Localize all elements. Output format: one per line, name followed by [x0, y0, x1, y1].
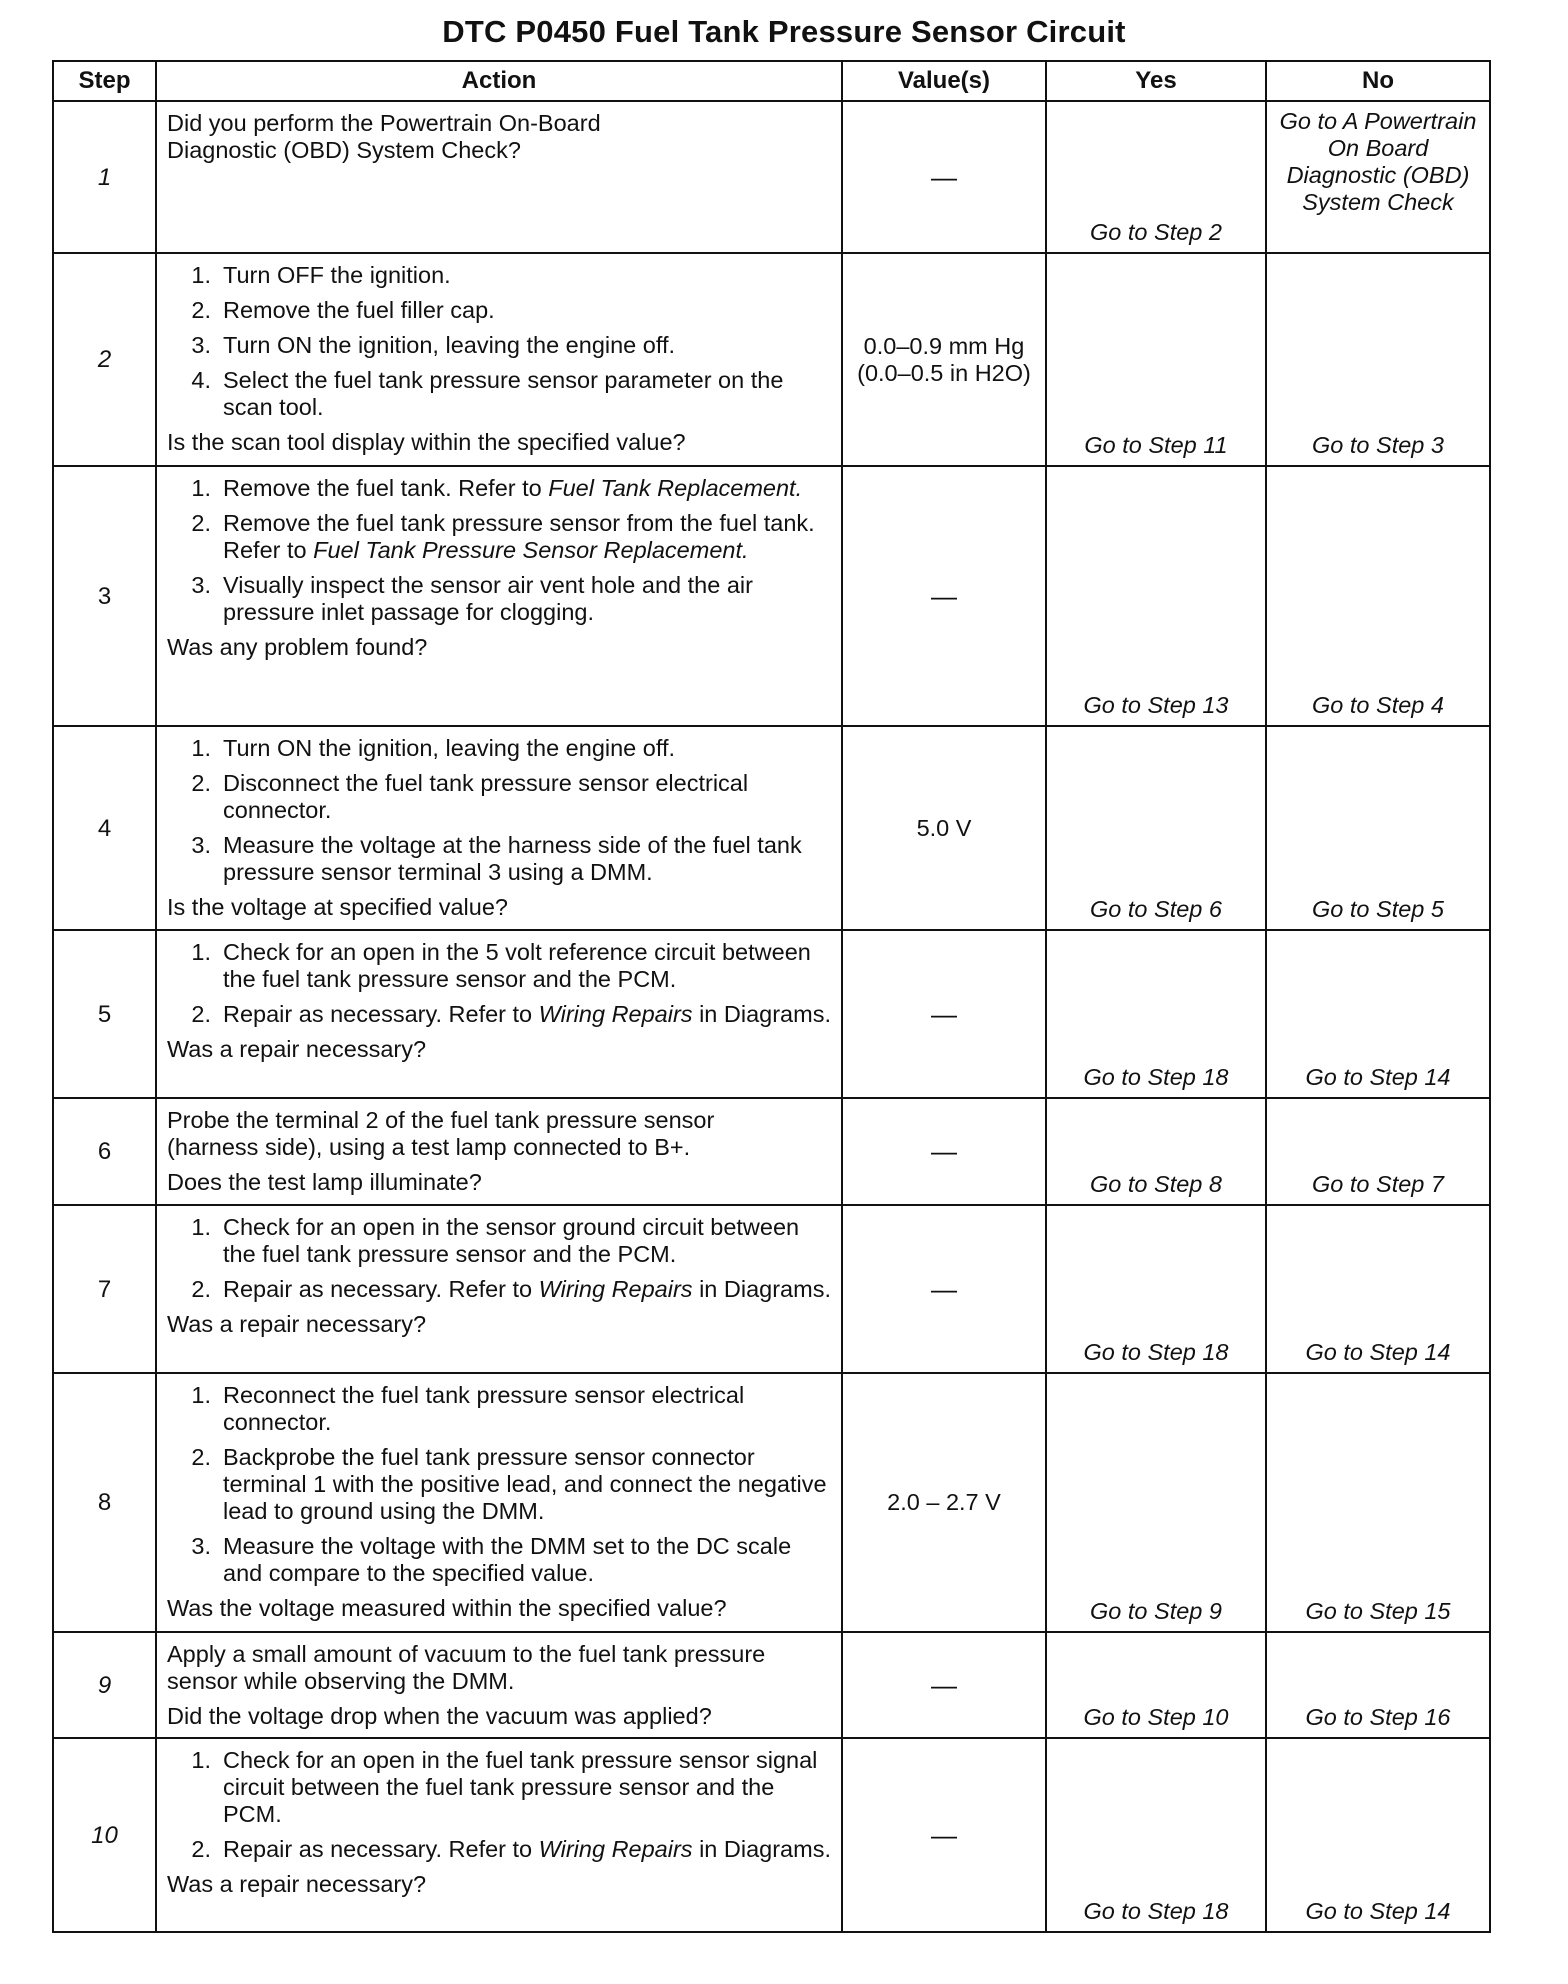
action-step: 2. Repair as necessary. Refer to Wiring Repairs in Diagrams.: [191, 1836, 831, 1862]
action-steps: [167, 475, 831, 626]
action-step: 2. Repair as necessary. Refer to Wiring Repairs in Diagrams.: [191, 1001, 831, 1027]
value-cell: —: [842, 1205, 1046, 1373]
step-number: 3: [53, 466, 156, 726]
action-step: 1. Remove the fuel tank. Refer to Fuel Tank Replacement.: [191, 475, 803, 501]
step-number: 4: [53, 726, 156, 930]
table-row: [53, 1205, 1490, 1373]
action-cell: [156, 253, 842, 466]
action-cell: [156, 1098, 842, 1205]
table-row: [53, 726, 1490, 930]
table-row: [53, 466, 1490, 726]
no-cell: [1266, 101, 1490, 253]
action-question: Was the voltage measured within the specified value?: [167, 1595, 727, 1621]
action-step: 1. Check for an open in the 5 volt reference circuit between the fuel tank pressure sensor and the PCM.: [191, 939, 811, 992]
yes-cell: Go to Step 2: [1046, 101, 1266, 253]
yes-cell: Go to Step 8: [1046, 1098, 1266, 1205]
value-cell: —: [842, 101, 1046, 253]
action-step: 2. Remove the fuel filler cap.: [191, 297, 495, 323]
action-question: Is the voltage at specified value?: [167, 894, 508, 920]
table-row: [53, 1373, 1490, 1632]
step-number: 8: [53, 1373, 156, 1632]
value-cell: —: [842, 1632, 1046, 1738]
value-cell: 2.0 – 2.7 V: [842, 1373, 1046, 1632]
value-cell: 0.0–0.9 mm Hg (0.0–0.5 in H2O): [842, 253, 1046, 466]
action-step: 4. Select the fuel tank pressure sensor parameter on the scan tool.: [191, 367, 784, 420]
step-number: 5: [53, 930, 156, 1098]
header-no: No: [1266, 61, 1490, 101]
header-step: Step: [53, 61, 156, 101]
action-step: 3. Visually inspect the sensor air vent hole and the air pressure inlet passage for clogging.: [191, 572, 753, 625]
table-row: [53, 101, 1490, 253]
header-action: Action: [156, 61, 842, 101]
yes-cell: Go to Step 11: [1046, 253, 1266, 466]
no-prefix: Go to: [1279, 108, 1343, 134]
action-cell: [156, 726, 842, 930]
value-cell: —: [842, 466, 1046, 726]
action-step: 3. Measure the voltage at the harness side of the fuel tank pressure sensor terminal 3 using a DMM.: [191, 832, 802, 885]
no-link: A Powertrain On Board Diagnostic (OBD) System Check: [1286, 108, 1477, 215]
yes-cell: Go to Step 18: [1046, 1738, 1266, 1932]
action-question: Was a repair necessary?: [167, 1036, 427, 1062]
action-step: 2. Remove the fuel tank pressure sensor from the fuel tank. Refer to Fuel Tank Pressure Sensor Replacement.: [191, 510, 815, 563]
step-number: 9: [53, 1632, 156, 1738]
action-text: Apply a small amount of vacuum to the fuel tank pressure sensor while observing the DMM.: [167, 1641, 766, 1694]
header-values: Value(s): [842, 61, 1046, 101]
no-cell: Go to Step 3: [1266, 253, 1490, 466]
no-cell: Go to Step 15: [1266, 1373, 1490, 1632]
step-number: 7: [53, 1205, 156, 1373]
no-cell: Go to Step 4: [1266, 466, 1490, 726]
header-yes: Yes: [1046, 61, 1266, 101]
action-cell: [156, 466, 842, 726]
action-steps: [167, 262, 831, 421]
action-question: Was a repair necessary?: [167, 1871, 427, 1897]
value-cell: —: [842, 1098, 1046, 1205]
value-cell: 5.0 V: [842, 726, 1046, 930]
step-number: 10: [53, 1738, 156, 1932]
action-step: 3. Measure the voltage with the DMM set to the DC scale and compare to the specified value.: [191, 1533, 792, 1586]
step-number: 1: [53, 101, 156, 253]
yes-cell: Go to Step 6: [1046, 726, 1266, 930]
yes-cell: Go to Step 10: [1046, 1632, 1266, 1738]
header-row: [53, 61, 1490, 101]
step-number: 2: [53, 253, 156, 466]
no-cell: Go to Step 14: [1266, 930, 1490, 1098]
page-title: DTC P0450 Fuel Tank Pressure Sensor Circuit: [442, 14, 1126, 49]
action-question: Does the test lamp illuminate?: [167, 1169, 482, 1195]
action-step: 1. Reconnect the fuel tank pressure sensor electrical connector.: [191, 1382, 745, 1435]
action-question: Is the scan tool display within the specified value?: [167, 429, 686, 455]
yes-cell: Go to Step 18: [1046, 930, 1266, 1098]
value-cell: —: [842, 930, 1046, 1098]
action-cell: [156, 1205, 842, 1373]
action-step: 2. Backprobe the fuel tank pressure sensor connector terminal 1 with the positive lead, and connect the negative lead to ground using the DMM.: [191, 1444, 827, 1524]
action-cell: [156, 1738, 842, 1932]
table-row: [53, 253, 1490, 466]
yes-cell: Go to Step 13: [1046, 466, 1266, 726]
action-cell: [156, 101, 842, 253]
action-step: 2. Disconnect the fuel tank pressure sensor electrical connector.: [191, 770, 749, 823]
no-cell: Go to Step 7: [1266, 1098, 1490, 1205]
table-row: [53, 930, 1490, 1098]
action-text: Probe the terminal 2 of the fuel tank pressure sensor (harness side), using a test lamp connected to B+.: [167, 1107, 715, 1160]
action-step: 1. Turn ON the ignition, leaving the engine off.: [191, 735, 676, 761]
no-cell: Go to Step 16: [1266, 1632, 1490, 1738]
yes-cell: Go to Step 18: [1046, 1205, 1266, 1373]
action-cell: [156, 1632, 842, 1738]
table-row: [53, 1738, 1490, 1932]
diagnostic-table: [52, 60, 1491, 1933]
action-cell: [156, 930, 842, 1098]
action-steps: [167, 939, 831, 1028]
action-steps: [167, 1214, 831, 1303]
action-steps: [167, 735, 831, 886]
table-row: [53, 1632, 1490, 1738]
action-step: 3. Turn ON the ignition, leaving the engine off.: [191, 332, 676, 358]
action-step: 1. Check for an open in the sensor ground circuit between the fuel tank pressure sensor and the PCM.: [191, 1214, 800, 1267]
action-step: 1. Turn OFF the ignition.: [191, 262, 451, 288]
action-question: Was a repair necessary?: [167, 1311, 427, 1337]
no-cell: Go to Step 14: [1266, 1738, 1490, 1932]
action-steps: [167, 1747, 831, 1863]
step-number: 6: [53, 1098, 156, 1205]
action-step: 2. Repair as necessary. Refer to Wiring Repairs in Diagrams.: [191, 1276, 831, 1302]
action-question: Was any problem found?: [167, 634, 428, 660]
no-cell: Go to Step 5: [1266, 726, 1490, 930]
action-text: Did you perform the Powertrain On-Board Diagnostic (OBD) System Check?: [167, 110, 601, 163]
action-steps: [167, 1382, 831, 1587]
value-cell: —: [842, 1738, 1046, 1932]
yes-cell: Go to Step 9: [1046, 1373, 1266, 1632]
table-row: [53, 1098, 1490, 1205]
action-question: Did the voltage drop when the vacuum was applied?: [167, 1703, 712, 1729]
action-step: 1. Check for an open in the fuel tank pressure sensor signal circuit between the fuel tank pressure sensor and the PCM.: [191, 1747, 818, 1827]
no-cell: Go to Step 14: [1266, 1205, 1490, 1373]
action-cell: [156, 1373, 842, 1632]
